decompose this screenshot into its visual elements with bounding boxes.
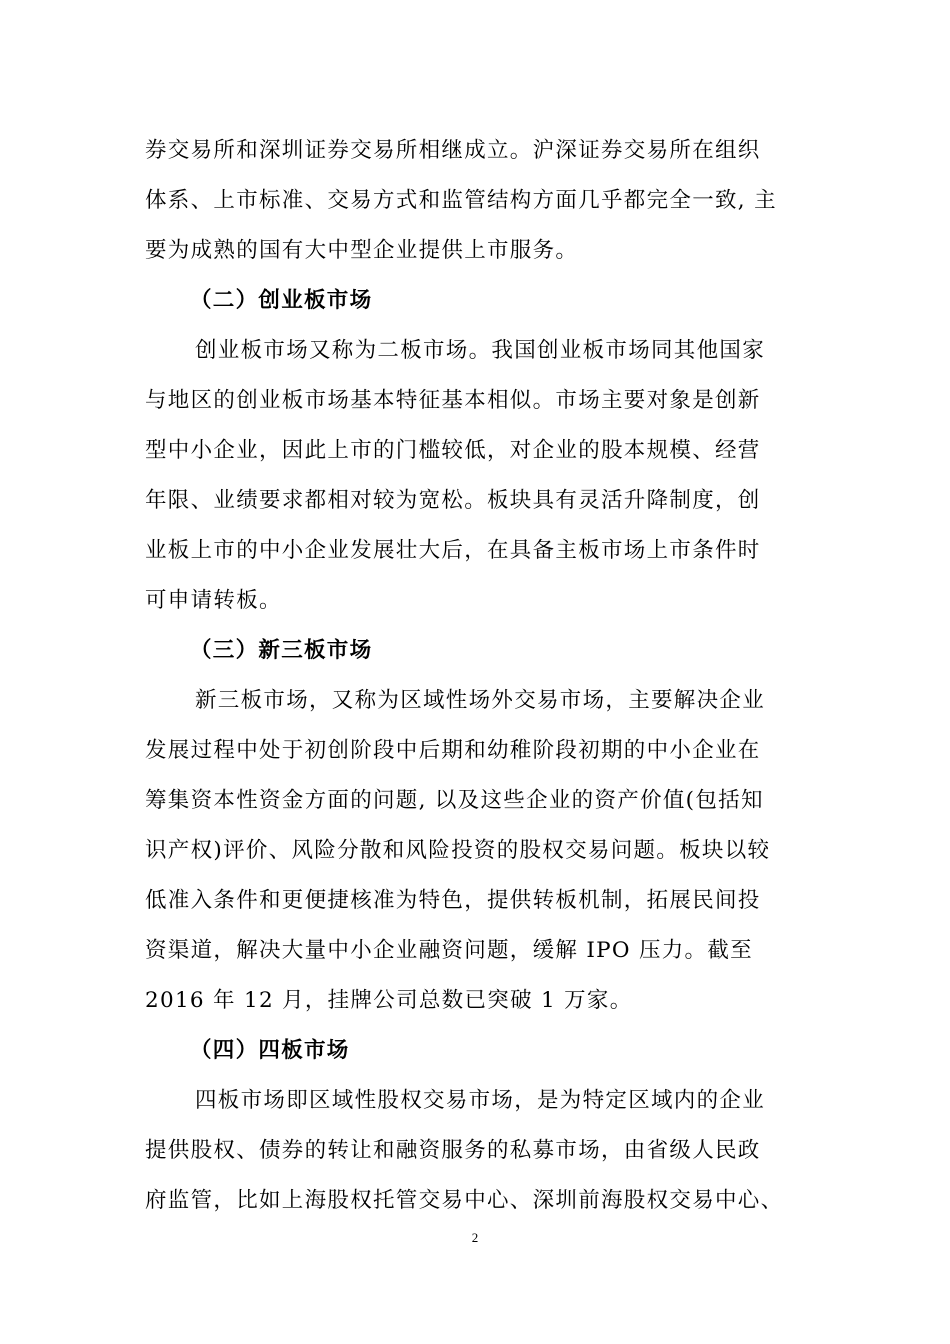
paragraph-line: 创业板市场又称为二板市场。我国创业板市场同其他国家	[195, 338, 766, 363]
paragraph-line: 低准入条件和更便捷核准为特色，提供转板机制，拓展民间投	[145, 888, 761, 913]
paragraph-line: 四板市场即区域性股权交易市场，是为特定区域内的企业	[195, 1088, 766, 1113]
paragraph-line: 与地区的创业板市场基本特征基本相似。市场主要对象是创新	[145, 388, 761, 413]
paragraph-line: 年限、业绩要求都相对较为宽松。板块具有灵活升降制度，创	[145, 488, 761, 513]
paragraph-line: 发展过程中处于初创阶段中后期和幼稚阶段初期的中小企业在	[145, 738, 761, 763]
section-heading-chinext: （二）创业板市场	[190, 288, 373, 313]
paragraph-line: 券交易所和深圳证券交易所相继成立。沪深证券交易所在组织	[145, 138, 761, 163]
paragraph-line: 府监管，比如上海股权托管交易中心、深圳前海股权交易中心、	[145, 1188, 784, 1213]
page-number: 2	[471, 1230, 479, 1245]
paragraph-line: 体系、上市标准、交易方式和监管结构方面几乎都完全一致, 主	[145, 188, 777, 213]
section-heading-fourth-board: （四）四板市场	[190, 1038, 350, 1063]
paragraph-line: 2016 年 12 月，挂牌公司总数已突破 1 万家。	[145, 988, 633, 1013]
paragraph-line: 识产权)评价、风险分散和风险投资的股权交易问题。板块以较	[145, 838, 771, 863]
paragraph-line: 资渠道，解决大量中小企业融资问题，缓解 IPO 压力。截至	[145, 938, 753, 963]
section-heading-neeq: （三）新三板市场	[190, 638, 373, 663]
paragraph-line: 新三板市场，又称为区域性场外交易市场，主要解决企业	[195, 688, 766, 713]
paragraph-line: 业板上市的中小企业发展壮大后，在具备主板市场上市条件时	[145, 538, 761, 563]
paragraph-line: 提供股权、债券的转让和融资服务的私募市场，由省级人民政	[145, 1138, 761, 1163]
paragraph-line: 可申请转板。	[145, 588, 282, 613]
paragraph-line: 要为成熟的国有大中型企业提供上市服务。	[145, 238, 579, 263]
paragraph-line: 筹集资本性资金方面的问题, 以及这些企业的资产价值(包括知	[145, 788, 764, 813]
paragraph-line: 型中小企业，因此上市的门槛较低，对企业的股本规模、经营	[145, 438, 761, 463]
